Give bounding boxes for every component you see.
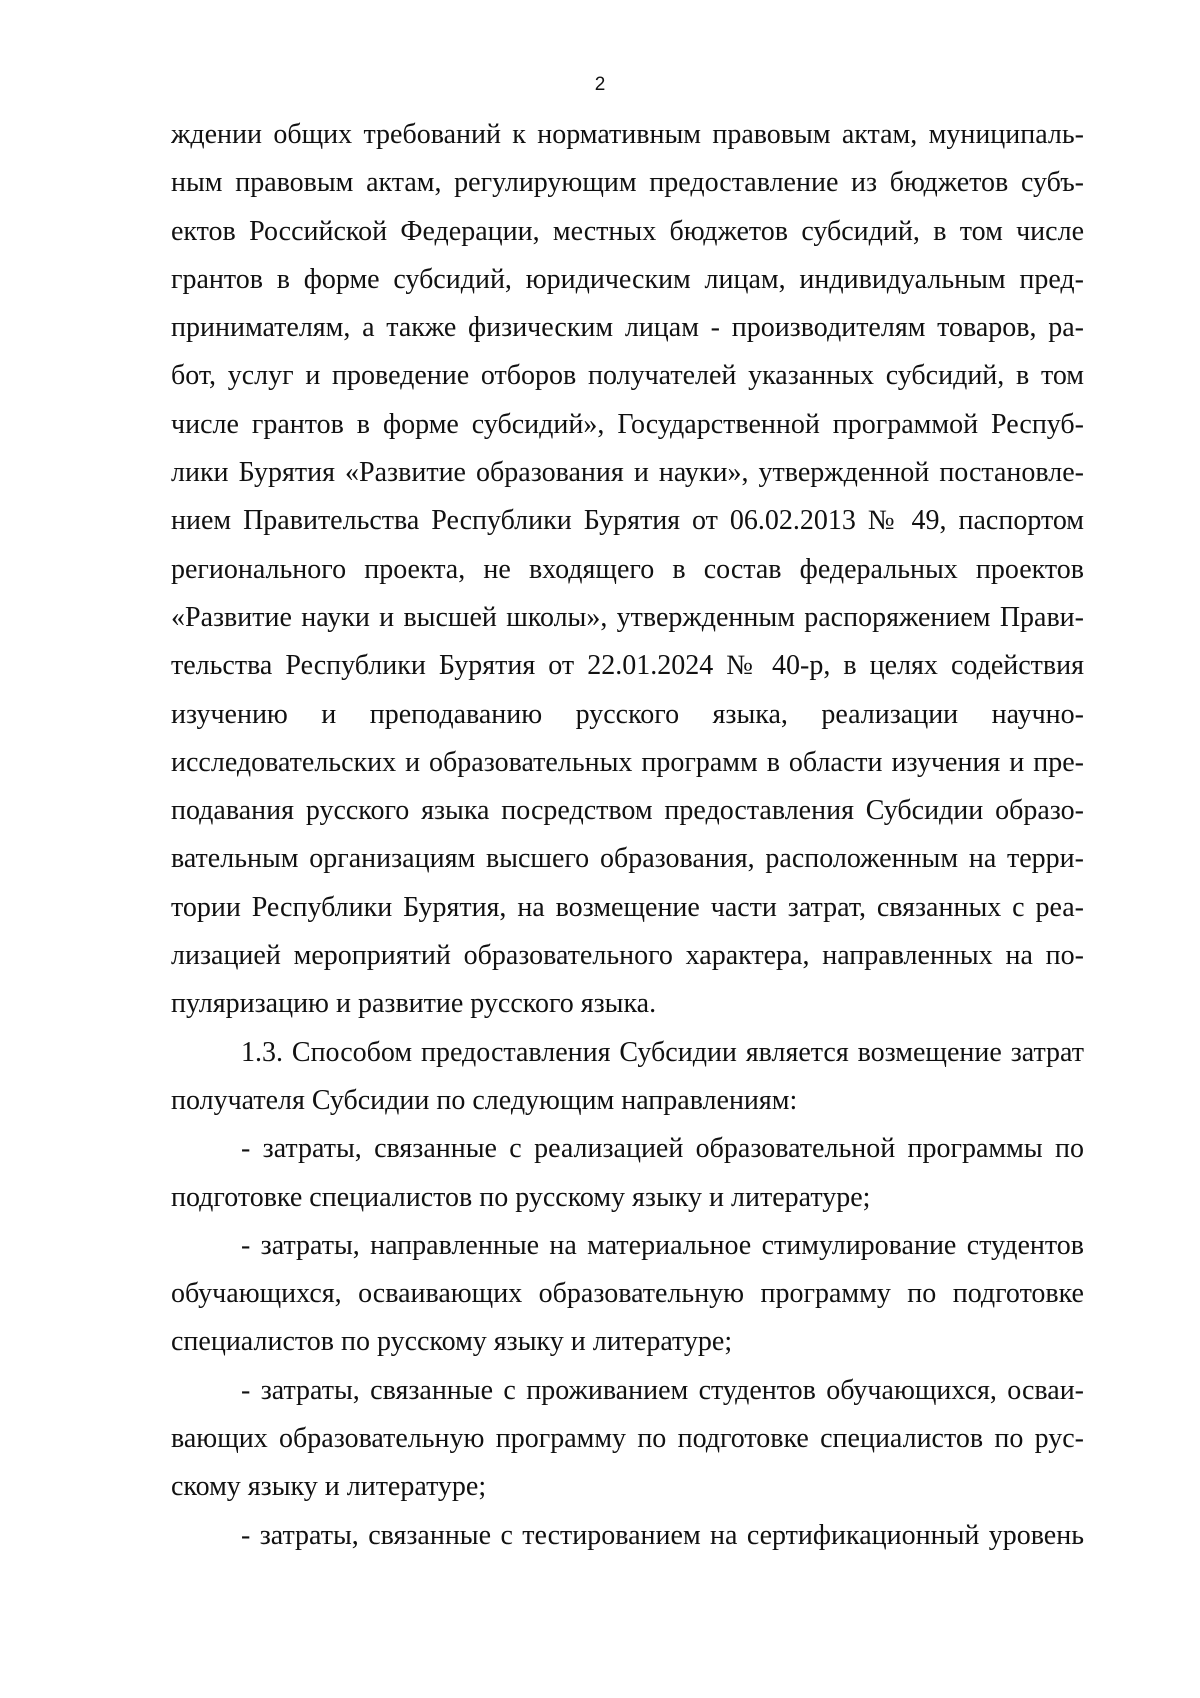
text-line: нием Правительства Республики Бурятия от 06.02.2013 № 49, паспортом xyxy=(171,505,1084,537)
text-line: лики Бурятия «Развитие образования и науки», утвержденной постановле- xyxy=(171,457,1084,489)
text-line: подготовке специалистов по русскому языку и литературе; xyxy=(171,1181,871,1213)
list-item xyxy=(171,1512,1084,1560)
text-line: вательным организациям высшего образования, расположенным на терри- xyxy=(171,843,1084,875)
text-line: получателя Субсидии по следующим направлениям: xyxy=(171,1084,798,1116)
text-line: ным правовым актам, регулирующим предоставление из бюджетов субъ- xyxy=(171,167,1084,199)
text-line: специалистов по русскому языку и литературе; xyxy=(171,1326,733,1358)
text-line: «Развитие науки и высшей школы», утвержденным распоряжением Прави- xyxy=(171,601,1084,633)
list-item xyxy=(171,1367,1084,1512)
list-item xyxy=(171,1222,1084,1367)
text-line: - затраты, связанные с реализацией образовательной программы по xyxy=(241,1133,1084,1165)
text-line: - затраты, связанные с тестированием на сертификационный уровень xyxy=(241,1519,1084,1551)
text-line: грантов в форме субсидий, юридическим лицам, индивидуальным пред- xyxy=(171,263,1084,295)
text-line: регионального проекта, не входящего в состав федеральных проектов xyxy=(171,553,1084,585)
text-line: пуляризацию и развитие русского языка. xyxy=(171,988,657,1020)
text-line: тельства Республики Бурятия от 22.01.2024 № 40-р, в целях содействия xyxy=(171,650,1084,682)
paragraph-1-3 xyxy=(171,1029,1084,1126)
text-line: тории Республики Бурятия, на возмещение части затрат, связанных с реа- xyxy=(171,891,1084,923)
text-line: - затраты, направленные на материальное стимулирование студентов xyxy=(241,1229,1084,1261)
text-line: изучению и преподаванию русского языка, реализации научно- xyxy=(171,698,1084,730)
page-number: 2 xyxy=(594,74,606,95)
document-body xyxy=(171,111,1084,1560)
text-line: лизацией мероприятий образовательного характера, направленных на по- xyxy=(171,940,1084,972)
text-line: ждении общих требований к нормативным правовым актам, муниципаль- xyxy=(171,119,1084,150)
text-line: принимателям, а также физическим лицам - производителям товаров, ра- xyxy=(171,312,1084,344)
text-line: числе грантов в форме субсидий», Государственной программой Респуб- xyxy=(171,408,1084,440)
text-line: вающих образовательную программу по подготовке специалистов по рус- xyxy=(171,1423,1084,1455)
text-line: - затраты, связанные с проживанием студентов обучающихся, осваи- xyxy=(241,1374,1084,1406)
text-line: подавания русского языка посредством предоставления Субсидии образо- xyxy=(171,795,1084,827)
text-line: 1.3. Способом предоставления Субсидии является возмещение затрат xyxy=(241,1036,1084,1068)
text-line: обучающихся, осваивающих образовательную программу по подготовке xyxy=(171,1278,1084,1310)
text-line: ектов Российской Федерации, местных бюджетов субсидий, в том числе xyxy=(171,215,1084,247)
paragraph-legal-basis xyxy=(171,111,1084,1029)
list-item xyxy=(171,1125,1084,1222)
text-line: исследовательских и образовательных программ в области изучения и пре- xyxy=(171,746,1084,778)
text-line: бот, услуг и проведение отборов получателей указанных субсидий, в том xyxy=(171,360,1084,392)
text-line: скому языку и литературе; xyxy=(171,1471,487,1503)
